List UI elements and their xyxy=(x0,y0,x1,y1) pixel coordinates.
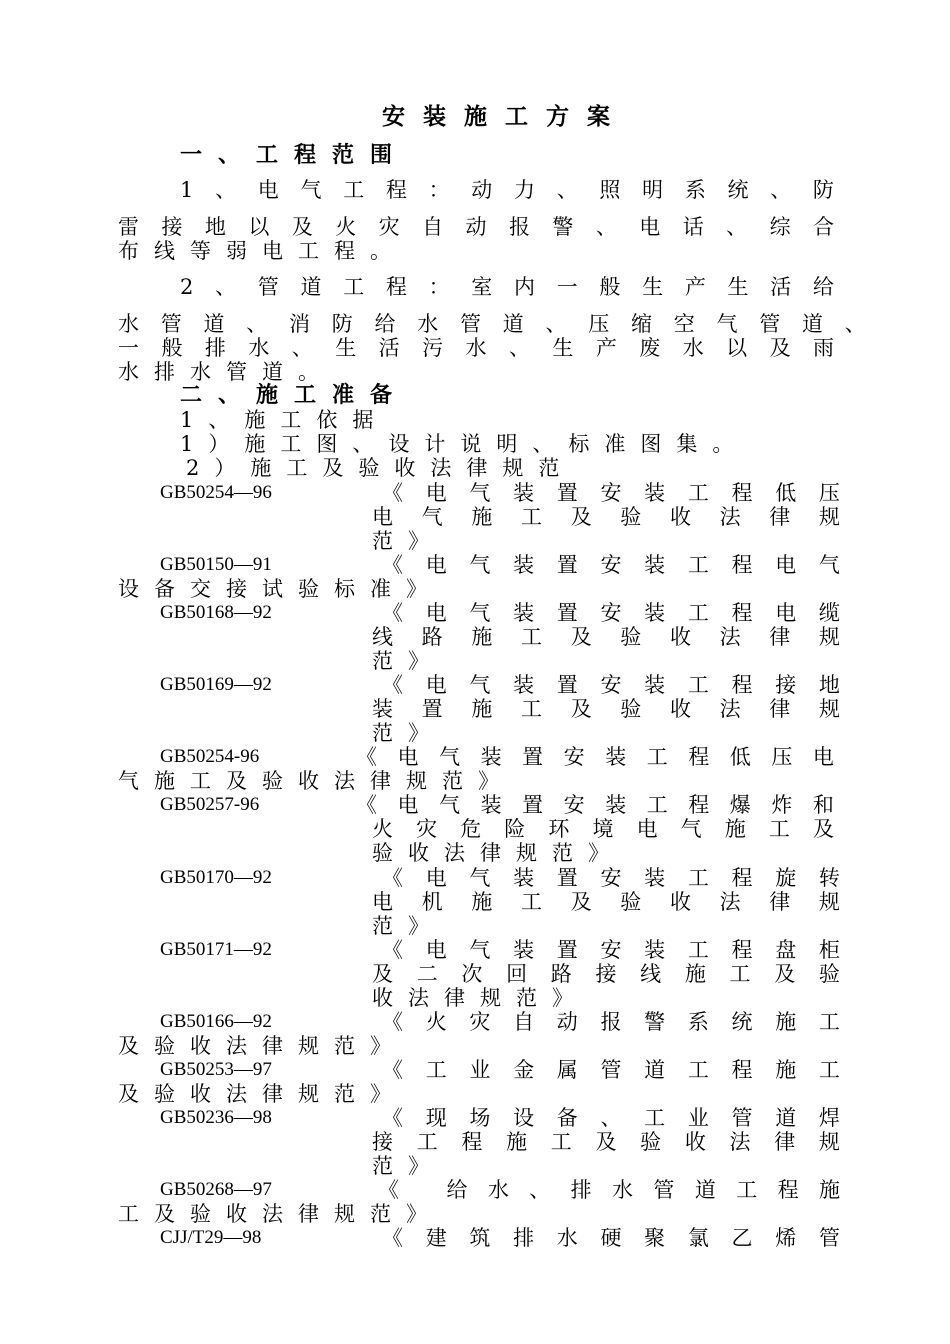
section-heading-preparation: 二、施工准备 xyxy=(180,382,409,408)
standard-code: GB50166—92 xyxy=(160,1011,272,1032)
standard-title-line: 《 给 水 、 排 水 管 道 工 程 施 xyxy=(378,1178,840,1202)
basis-item-1: 1）施工图、设计说明、标准图集。 xyxy=(180,432,749,456)
standard-code: CJJ/T29—98 xyxy=(160,1227,262,1248)
standard-title-line: 范》 xyxy=(372,649,444,673)
standard-title-line: 范》 xyxy=(372,914,444,938)
standard-title-line: 线 路 施 工 及 验 收 法 律 规 xyxy=(372,625,840,649)
page-title: 安装施工方案 xyxy=(382,103,628,130)
standard-title-line: 电 机 施 工 及 验 收 法 律 规 xyxy=(372,890,840,914)
standard-title-line: 《 电 气 装 置 安 装 工 程 接 地 xyxy=(382,673,840,697)
basis-item-2: 2）施工及验收法律规范 xyxy=(186,456,575,480)
standard-code: GB50257-96 xyxy=(160,794,260,815)
standard-code: GB50268—97 xyxy=(160,1179,272,1200)
standard-title-line: 《 电 气 装 置 安 装 工 程 盘 柜 xyxy=(382,938,840,962)
scope-item-2-line-4: 水排水管道。 xyxy=(118,360,334,384)
standard-code: GB50253—97 xyxy=(160,1059,272,1080)
standard-title-line: 装 置 施 工 及 验 收 法 律 规 xyxy=(372,697,840,721)
standard-title-line: 接 工 程 施 工 及 验 收 法 律 规 xyxy=(372,1130,840,1154)
standard-code: GB50171—92 xyxy=(160,939,272,960)
standard-title-line: 及 二 次 回 路 接 线 施 工 及 验 xyxy=(372,962,840,986)
standard-title-line: 《 现 场 设 备 、 工 业 管 道 焊 xyxy=(382,1106,840,1130)
scope-item-2-line-1: 2 、 管 道 工 程 ： 室 内 一 般 生 产 生 活 给 xyxy=(180,275,834,299)
standard-title-line: 电 气 施 工 及 验 收 法 律 规 xyxy=(372,505,840,529)
standard-title-line: 范》 xyxy=(372,721,444,745)
standard-title-line: 《 电 气 装 置 安 装 工 程 电 缆 xyxy=(382,601,840,625)
standard-title-line: 工及验收法律规范》 xyxy=(118,1202,442,1226)
standard-code: GB50170—92 xyxy=(160,867,272,888)
standard-title-line: 收法律规范》 xyxy=(372,986,588,1010)
standard-code: GB50236—98 xyxy=(160,1107,272,1128)
standard-title-line: 《 电 气 装 置 安 装 工 程 爆 炸 和 xyxy=(356,793,834,817)
scope-item-1-line-1: 1 、 电 气 工 程 ： 动 力 、 照 明 系 统 、 防 xyxy=(180,178,834,202)
standard-title-line: 及验收法律规范》 xyxy=(118,1082,406,1106)
standard-title-line: 《 建 筑 排 水 硬 聚 氯 乙 烯 管 xyxy=(382,1226,840,1250)
standard-title-line: 《 电 气 装 置 安 装 工 程 低 压 电 xyxy=(356,745,834,769)
standard-code: GB50254-96 xyxy=(160,746,260,767)
standard-title-line: 火 灾 危 险 环 境 电 气 施 工 及 xyxy=(372,817,834,841)
scope-item-2-line-3: 一 般 排 水 、 生 活 污 水 、 生 产 废 水 以 及 雨 xyxy=(118,336,834,360)
standard-title-line: 及验收法律规范》 xyxy=(118,1034,406,1058)
standard-title-line: 验收法律规范》 xyxy=(372,841,624,865)
standard-title-line: 设备交接试验标准》 xyxy=(118,577,442,601)
standard-title-line: 范》 xyxy=(372,1154,444,1178)
standard-title-line: 《 工 业 金 属 管 道 工 程 施 工 xyxy=(382,1058,840,1082)
section-heading-scope: 一、工程范围 xyxy=(180,142,409,168)
standard-title-line: 《 火 灾 自 动 报 警 系 统 施 工 xyxy=(382,1010,840,1034)
standard-code: GB50150—91 xyxy=(160,554,272,575)
scope-item-2-line-2: 水 管 道 、 消 防 给 水 管 道 、 压 缩 空 气 管 道 、 xyxy=(118,312,866,336)
standard-code: GB50168—92 xyxy=(160,602,272,623)
subheading-basis: 1、施工依据 xyxy=(180,408,389,432)
standard-title-line: 《 电 气 装 置 安 装 工 程 低 压 xyxy=(382,481,840,505)
standard-title-line: 范》 xyxy=(372,529,444,553)
standard-title-line: 《 电 气 装 置 安 装 工 程 电 气 xyxy=(382,553,840,577)
standard-code: GB50254—96 xyxy=(160,482,272,503)
standard-title-line: 《 电 气 装 置 安 装 工 程 旋 转 xyxy=(382,866,840,890)
standard-code: GB50169—92 xyxy=(160,674,272,695)
standard-title-line: 气施工及验收法律规范》 xyxy=(118,769,514,793)
scope-item-1-line-2: 雷 接 地 以 及 火 灾 自 动 报 警 、 电 话 、 综 合 xyxy=(118,215,834,239)
scope-item-1-line-3: 布线等弱电工程。 xyxy=(118,239,406,263)
